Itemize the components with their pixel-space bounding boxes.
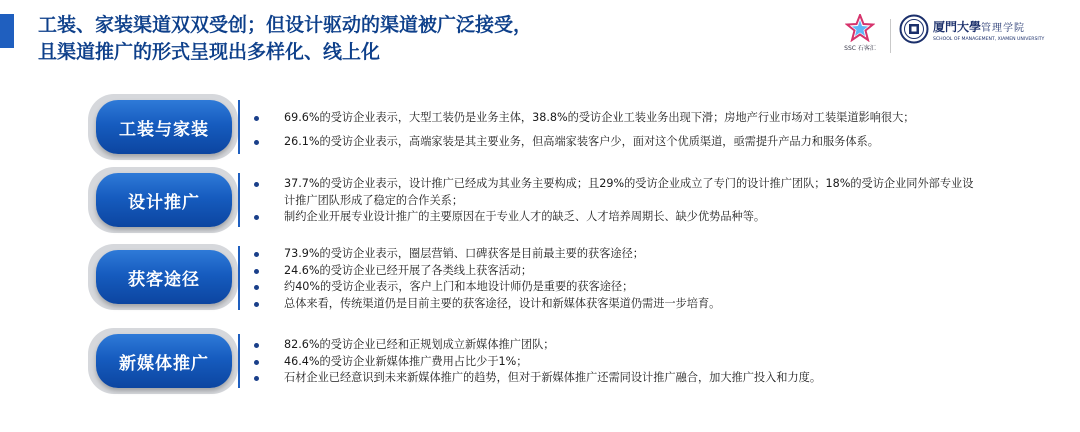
section-bullet-list	[254, 176, 974, 226]
bullet-item: 69.6%的受访企业表示，大型工装仍是业务主体，38.8%的受访企业工装业务出现下滑；房地产行业市场对工装渠道影响很大；	[254, 110, 974, 127]
bullet-dot-icon	[254, 252, 259, 257]
bullet-item: 26.1%的受访企业表示，高端家装是其主要业务，但高端家装客户少，面对这个优质渠道，亟需提升产品力和服务体系。	[254, 134, 974, 151]
bullet-dot-icon	[254, 269, 259, 274]
bullet-dot-icon	[254, 140, 259, 145]
bullet-item: 82.6%的受访企业已经和正规划成立新媒体推广团队；	[254, 337, 974, 354]
section-bullet-list	[254, 246, 974, 312]
section-pill	[96, 100, 232, 154]
section-divider	[238, 334, 240, 388]
section-divider	[238, 100, 240, 154]
bullet-item: 46.4%的受访企业新媒体推广费用占比少于1%；	[254, 354, 974, 371]
bullet-item: 石材企业已经意识到未来新媒体推广的趋势，但对于新媒体推广还需同设计推广融合，加大推广投入和力度。	[254, 370, 974, 387]
xmu-school: 管理学院	[981, 23, 1026, 34]
page-title-line-1: 工装、家装渠道双双受创；但设计驱动的渠道被广泛接受，	[38, 14, 533, 36]
section-label: 获客途径	[128, 269, 200, 290]
bullet-dot-icon	[254, 215, 259, 220]
bullet-item: 73.9%的受访企业表示，圈层营销、口碑获客是目前最主要的获客途径；	[254, 246, 974, 263]
bullet-item: 24.6%的受访企业已经开展了各类线上获客活动；	[254, 263, 974, 280]
title-accent-bar	[0, 14, 14, 48]
bullet-dot-icon	[254, 376, 259, 381]
section-pill	[96, 173, 232, 227]
bullet-dot-icon	[254, 302, 259, 307]
section-bullet-list	[254, 110, 974, 150]
xmu-emblem-icon	[899, 14, 929, 44]
ssc-logo	[840, 14, 880, 58]
section-pill	[96, 250, 232, 304]
xmu-logo	[899, 14, 1044, 44]
xmu-english-name: SCHOOL OF MANAGEMENT, XIAMEN UNIVERSITY	[933, 37, 1045, 42]
section-divider	[238, 173, 240, 227]
ssc-star-icon	[845, 14, 875, 42]
logo-separator	[890, 19, 891, 53]
bullet-item: 总体来看，传统渠道仍是目前主要的获客途径，设计和新媒体获客渠道仍需进一步培育。	[254, 296, 974, 313]
bullet-dot-icon	[254, 285, 259, 290]
bullet-item: 约40%的受访企业表示，客户上门和本地设计师仍是重要的获客途径；	[254, 279, 974, 296]
xmu-name: 厦門大學	[933, 20, 982, 34]
logo-area	[840, 14, 1060, 58]
bullet-dot-icon	[254, 343, 259, 348]
ssc-logo-text: SSC 石客汇	[844, 45, 876, 52]
bullet-item: 制约企业开展专业设计推广的主要原因在于专业人才的缺乏、人才培养周期长、缺少优势品种等。	[254, 209, 974, 226]
section-label: 工装与家装	[119, 119, 209, 140]
page-title-line-2: 且渠道推广的形式呈现出多样化、线上化	[38, 41, 381, 63]
section-divider	[238, 246, 240, 310]
bullet-item: 37.7%的受访企业表示，设计推广已经成为其业务主要构成；且29%的受访企业成立了专门的设计推广团队；18%的受访企业同外部专业设计推广团队形成了稳定的合作关系；	[254, 176, 974, 209]
bullet-dot-icon	[254, 116, 259, 121]
bullet-dot-icon	[254, 360, 259, 365]
page-title	[38, 12, 798, 66]
section-label: 设计推广	[128, 192, 200, 213]
section-pill	[96, 334, 232, 388]
section-bullet-list	[254, 337, 974, 387]
section-label: 新媒体推广	[119, 353, 209, 374]
bullet-dot-icon	[254, 182, 259, 187]
